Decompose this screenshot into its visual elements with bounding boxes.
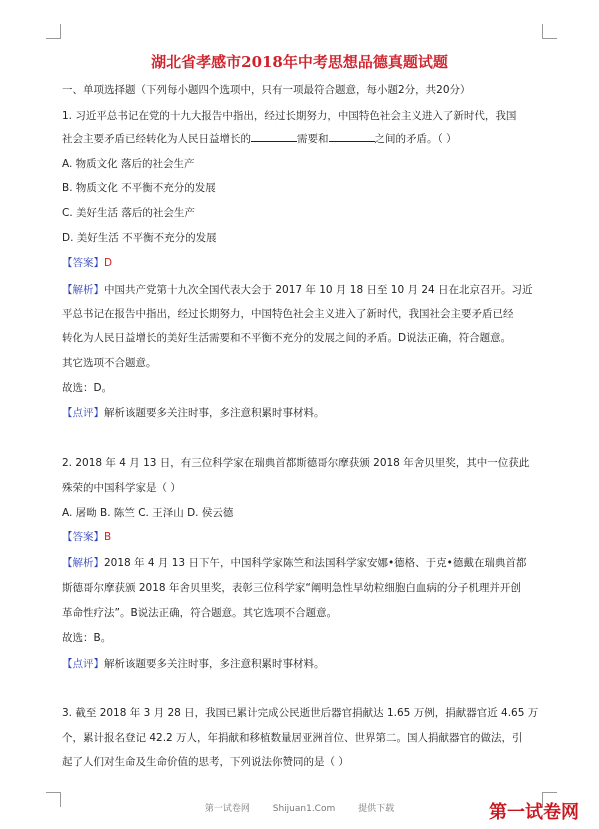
q1-analysis-line-4: 其它选项不合题意。 — [62, 357, 157, 369]
crop-mark-top-right — [542, 24, 557, 39]
q2-stem-line-2: 殊荣的中国科学家是（ ） — [62, 482, 181, 494]
footer-site-name: 第一试卷网 — [204, 804, 250, 814]
crop-mark-top-left — [46, 24, 61, 39]
q1-option-a: A. 物质文化 落后的社会生产 — [62, 158, 195, 170]
q1-option-c: C. 美好生活 落后的社会生产 — [62, 207, 195, 219]
q2-stem-line-1: 2. 2018 年 4 月 13 日，有三位科学家在瑞典首都斯德哥尔摩获颁 2018 年舍贝里奖，其中一位获此 — [62, 457, 530, 469]
document-title: 湖北省孝感市2018年中考思想品德真题试题 — [151, 53, 448, 71]
q3-stem-line-1: 3. 截至 2018 年 3 月 28 日，我国已累计完成公民逝世后器官捐献达 1.65 万例，捐献器官近 4.65 万 — [62, 707, 539, 719]
blank-1 — [251, 132, 297, 142]
q2-answer: 【答案】B — [62, 531, 112, 543]
footer-slogan: 提供下载 — [358, 804, 395, 814]
q2-analysis-line-1: 【解析】2018 年 4 月 13 日下午，中国科学家陈竺和法国科学家安娜•德格、于克•德戴在瑞典首都 — [62, 557, 527, 569]
q1-option-d: D. 美好生活 不平衡不充分的发展 — [62, 232, 217, 244]
q1-option-b: B. 物质文化 不平衡不充分的发展 — [62, 182, 216, 194]
q1-answer: 【答案】D — [62, 257, 113, 269]
footer-site-url[interactable]: Shijuan1.Com — [272, 804, 336, 814]
q1-analysis-line-1: 【解析】中国共产党第十九次全国代表大会于 2017 年 10 月 18 日至 10 月 24 日在北京召开。习近 — [62, 284, 533, 296]
q3-stem-line-3: 起了人们对生命及生命价值的思考，下列说法你赞同的是（ ） — [62, 756, 349, 768]
brand-watermark: 第一试卷网 — [489, 802, 579, 823]
q2-options: A. 屠呦 B. 陈竺 C. 王泽山 D. 侯云德 — [62, 507, 234, 519]
q2-analysis-line-2: 斯德哥尔摩获颁 2018 年舍贝里奖，表彰三位科学家“阐明急性早幼粒细胞白血病的分子机理并开创 — [62, 582, 521, 594]
q2-conclusion: 故选：B。 — [62, 632, 112, 644]
q1-stem-line-1: 1. 习近平总书记在党的十九大报告中指出，经过长期努力，中国特色社会主义进入了新时代，我国 — [62, 110, 517, 122]
blank-2 — [329, 132, 375, 142]
q3-stem-line-2: 个，累计报名登记 42.2 万人，年捐献和移植数量居亚洲首位、世界第二。国人捐献器官的做法，引 — [62, 732, 523, 744]
q2-comment: 【点评】解析该题要多关注时事，多注意积累时事材料。 — [62, 658, 325, 670]
section-heading: 一、单项选择题（下列每小题四个选项中，只有一项最符合题意，每小题2分，共20分） — [62, 84, 471, 96]
q1-analysis-line-3: 转化为人民日益增长的美好生活需要和不平衡不充分的发展之间的矛盾。D说法正确，符合题意。 — [62, 332, 512, 344]
q2-analysis-line-3: 革命性疗法”。B说法正确，符合题意。其它选项不合题意。 — [62, 607, 338, 619]
q1-conclusion: 故选：D。 — [62, 382, 113, 394]
q1-analysis-line-2: 平总书记在报告中指出，经过长期努力，中国特色社会主义进入了新时代，我国社会主要矛盾已经 — [62, 308, 514, 320]
q1-comment: 【点评】解析该题要多关注时事，多注意积累时事材料。 — [62, 407, 325, 419]
q1-stem-line-2: 社会主要矛盾已经转化为人民日益增长的 需要和 之间的矛盾。（ ） — [62, 133, 457, 145]
